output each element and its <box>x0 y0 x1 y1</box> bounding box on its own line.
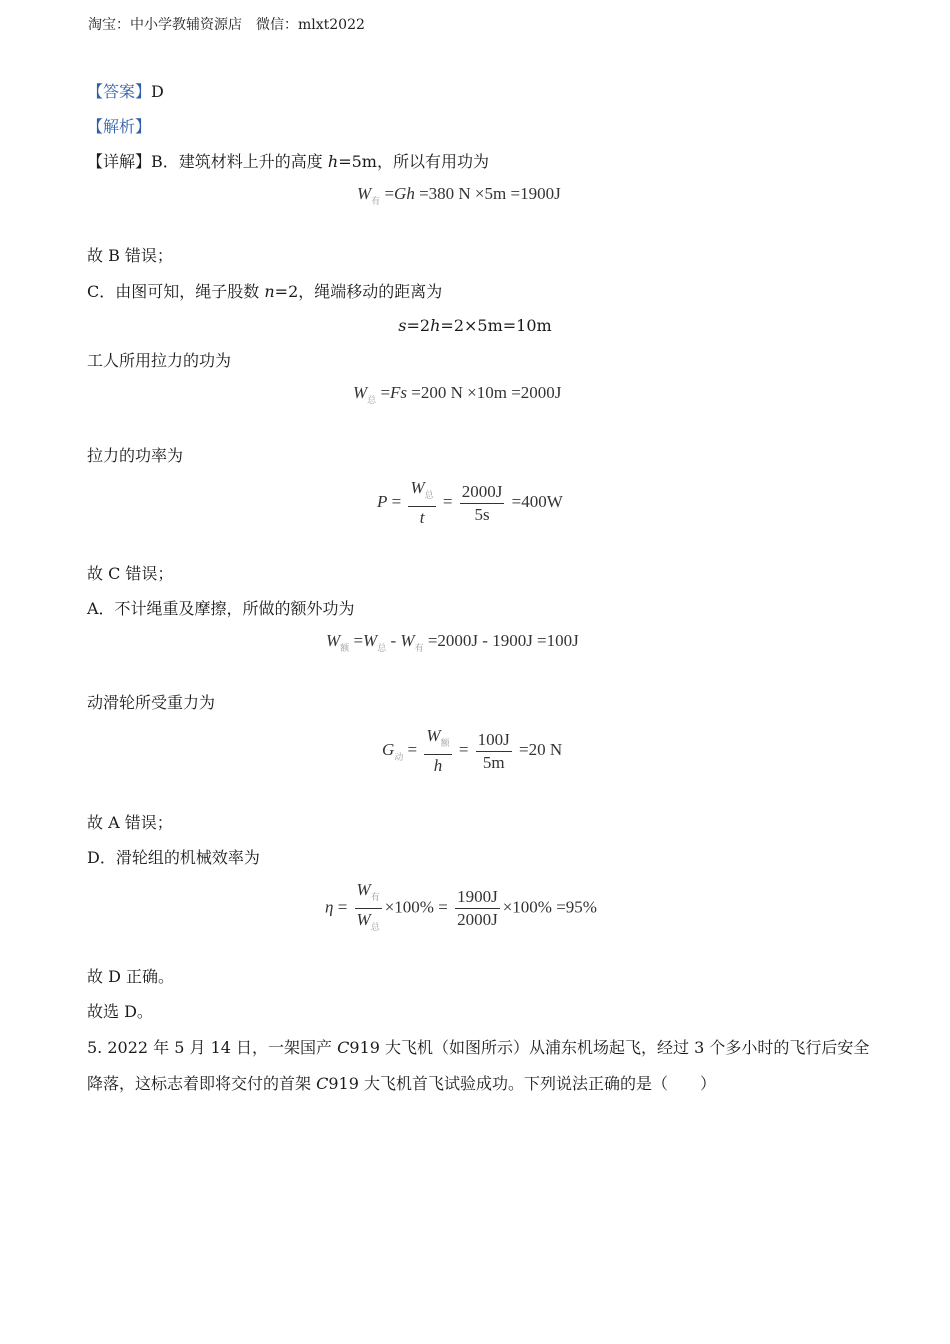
question-5-line-2: 降落，这标志着即将交付的首架 C919 大飞机首飞试验成功。下列说法正确的是（ ） <box>87 1074 716 1093</box>
equation-total-work: $W_总 =Fs =200$ N ×10m =2000J <box>353 383 562 405</box>
var-h: h <box>327 152 339 171</box>
question-5-line-1: 5. 2022 年 5 月 14 日，一架国产 C919 大飞机（如图所示）从浦东机场起飞，经过 3 个多小时的飞行后安全 <box>87 1038 870 1057</box>
choose-line: 故选 D。 <box>87 1002 153 1021</box>
detail-b-line <box>87 152 489 172</box>
c-wrong-line: 故 C 错误； <box>87 564 174 583</box>
power-label: 拉力的功率为 <box>87 446 184 465</box>
equation-extra-work: $W_额 =W_总 - W_有 =2000J - 1900J =100J$ <box>326 631 579 653</box>
equation-power: P = $\frac{W_总}{t}$ = $\frac{2000J}{5s}$ =400W <box>377 478 563 527</box>
answer-value: D <box>151 82 164 101</box>
equation-distance: s=2h=2×5m=10m <box>398 316 552 335</box>
a-wrong-line: 故 A 错误； <box>87 813 173 832</box>
detail-text-2: =5m，所以有用功为 <box>338 152 489 171</box>
d-right-line: 故 D 正确。 <box>87 967 175 986</box>
detail-label: 【详解】 <box>87 152 152 171</box>
c-work-label: 工人所用拉力的功为 <box>87 351 232 370</box>
a-line: A．不计绳重及摩擦，所做的额外功为 <box>87 599 355 618</box>
d-line: D．滑轮组的机械效率为 <box>87 848 260 867</box>
b-wrong-line: 故 B 错误； <box>87 246 173 265</box>
answer-label: 【答案】 <box>87 82 152 101</box>
analysis-label: 【解析】 <box>87 117 152 136</box>
equation-useful-work: $W_有 =Gh =380$ N ×5m =1900J <box>357 184 561 206</box>
equation-efficiency: η = $\frac{W_有}{W_总}$ ×100% = $\frac{1900J}{2000J}$ ×100% =95% <box>325 880 597 932</box>
c-line: C．由图可知，绳子股数 n=2，绳端移动的距离为 <box>87 282 443 301</box>
page-header: 淘宝：中小学教辅资源店 微信：mlxt2022 <box>88 17 365 33</box>
pulley-label: 动滑轮所受重力为 <box>87 693 216 712</box>
equation-pulley-weight: $G_动$ = $\frac{W_额}{h}$ = $\frac{100J}{5m}$ =20 N <box>382 726 563 775</box>
detail-text: B．建筑材料上升的高度 <box>151 152 328 171</box>
answer-line <box>87 82 164 102</box>
